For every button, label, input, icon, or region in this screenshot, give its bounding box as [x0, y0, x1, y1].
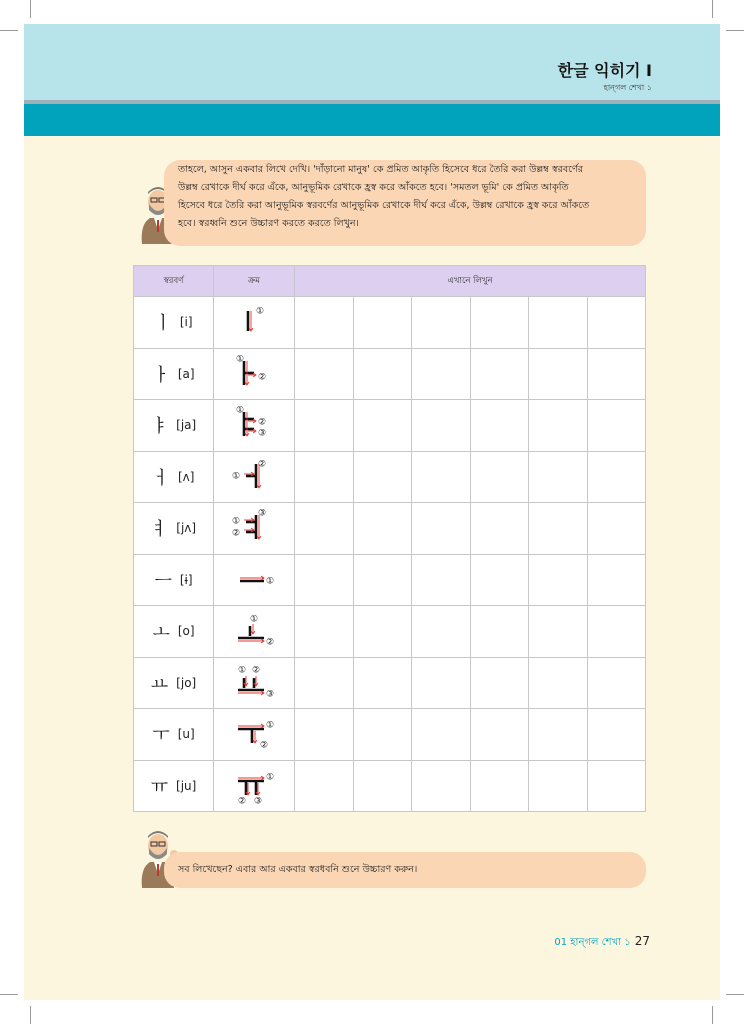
- stroke-number: ②: [265, 637, 275, 648]
- writing-practice-box[interactable]: [353, 400, 412, 452]
- stroke-order-cell: [214, 657, 295, 709]
- stroke-number: ③: [265, 689, 275, 700]
- stroke-number: ①: [231, 471, 241, 482]
- stroke-number: ②: [257, 459, 267, 470]
- crop-mark: [30, 1006, 31, 1024]
- stroke-number: ②: [259, 740, 269, 751]
- writing-practice-box[interactable]: [470, 348, 529, 400]
- stroke-number: ③: [257, 509, 267, 519]
- writing-practice-box[interactable]: [587, 606, 646, 658]
- table-row: [134, 503, 646, 555]
- vowel-glyph: ㅏ: [152, 364, 170, 386]
- stroke-number: ②: [257, 372, 267, 383]
- page-title: 한글 익히기 I: [557, 61, 652, 80]
- vowel-column-header: স্বরবর্ণ: [134, 266, 214, 297]
- stroke-number: ②: [257, 417, 267, 428]
- crop-mark: [712, 0, 713, 18]
- vowel-romanization: [u]: [177, 727, 195, 742]
- writing-practice-box[interactable]: [529, 709, 588, 761]
- table-row: [134, 554, 646, 606]
- vowel-romanization: [jʌ]: [176, 521, 197, 536]
- writing-practice-box[interactable]: [470, 554, 529, 606]
- writing-practice-box[interactable]: [587, 451, 646, 503]
- writing-practice-box[interactable]: [295, 760, 354, 812]
- writing-practice-box[interactable]: [412, 709, 471, 761]
- vowel-glyph: ㅠ: [150, 776, 169, 798]
- outro-text: সব লিখেছেন? এবার আর একবার স্বরধবনি শুনে উচ্চারণ করুন।: [178, 864, 418, 875]
- writing-practice-box[interactable]: [295, 297, 354, 349]
- stroke-order-cell: [214, 554, 295, 606]
- writing-practice-box[interactable]: [412, 451, 471, 503]
- writing-practice-box[interactable]: [470, 657, 529, 709]
- writing-practice-box[interactable]: [529, 348, 588, 400]
- vowel-romanization: [ju]: [176, 778, 197, 793]
- writing-practice-box[interactable]: [295, 348, 354, 400]
- table-row: [134, 760, 646, 812]
- vowel-glyph: ㅕ: [150, 519, 169, 541]
- writing-practice-box[interactable]: [587, 400, 646, 452]
- stroke-order-cell: [214, 709, 295, 761]
- eo-stroke-order-icon: [230, 458, 278, 496]
- writing-practice-box[interactable]: [412, 657, 471, 709]
- vowel-cell: [134, 400, 214, 452]
- writing-practice-box[interactable]: [353, 554, 412, 606]
- intro-text-line: উল্লম্ব রেখাকে দীর্ঘ করে এঁকে, আনুভূমিক রেখাকে হ্রস্ব করে আঁকতে হবে। 'সমতল ভূমি' কে প্রমিত আকৃতি: [178, 182, 569, 193]
- writing-practice-box[interactable]: [470, 400, 529, 452]
- writing-practice-box[interactable]: [529, 451, 588, 503]
- crop-mark: [0, 30, 18, 31]
- write-here-column-header: এখানে লিখুন: [295, 266, 646, 297]
- stroke-order-cell: [214, 297, 295, 349]
- writing-practice-box[interactable]: [353, 657, 412, 709]
- writing-practice-box[interactable]: [412, 554, 471, 606]
- writing-practice-box[interactable]: [470, 709, 529, 761]
- stroke-number: ①: [237, 665, 247, 676]
- writing-practice-box[interactable]: [587, 503, 646, 555]
- stroke-number: ①: [235, 354, 245, 365]
- vowel-romanization: [ja]: [176, 418, 197, 433]
- writing-practice-box[interactable]: [470, 297, 529, 349]
- yeo-stroke-order-icon: [230, 509, 278, 547]
- crop-mark: [30, 0, 31, 18]
- yo-stroke-order-icon: [230, 664, 278, 702]
- writing-practice-box[interactable]: [587, 297, 646, 349]
- vowel-cell: [134, 760, 214, 812]
- u-stroke-order-icon: [230, 715, 278, 753]
- stroke-number: ①: [265, 772, 275, 783]
- vowel-romanization: [i]: [179, 315, 193, 330]
- writing-practice-box[interactable]: [587, 709, 646, 761]
- table-row: [134, 657, 646, 709]
- vowel-cell: [134, 503, 214, 555]
- writing-practice-box[interactable]: [587, 760, 646, 812]
- stroke-number: ①: [249, 614, 259, 625]
- writing-practice-box[interactable]: [470, 606, 529, 658]
- writing-practice-box[interactable]: [587, 554, 646, 606]
- intro-text-line: তাহলে, আসুন একবার লিখে দেখি। 'দাঁড়ানো মানুষ' কে প্রমিত আকৃতি হিসেবে ধরে তৈরি করা উল্লম্ব স্বরবর্ণের: [178, 164, 583, 175]
- vowel-cell: [134, 348, 214, 400]
- page-number: 27: [634, 934, 650, 948]
- writing-practice-box[interactable]: [353, 348, 412, 400]
- vowel-romanization: [ʌ]: [177, 469, 195, 484]
- writing-practice-box[interactable]: [295, 503, 354, 555]
- stroke-number: ①: [265, 720, 275, 731]
- stroke-number: ③: [253, 796, 263, 805]
- intro-text-line: হবে। স্বরধ্বনি শুনে উচ্চারণ করতে করতে লিখুন।: [178, 218, 359, 229]
- eu-stroke-order-icon: [230, 561, 278, 599]
- writing-practice-box[interactable]: [295, 554, 354, 606]
- stroke-order-cell: [214, 348, 295, 400]
- crop-mark: [0, 994, 18, 995]
- writing-practice-box[interactable]: [529, 400, 588, 452]
- vowel-romanization: [a]: [177, 366, 195, 381]
- stroke-number: ①: [265, 576, 275, 587]
- intro-speech-bubble: [164, 160, 646, 246]
- stroke-order-cell: [214, 503, 295, 555]
- vowel-romanization: [jo]: [176, 675, 197, 690]
- o-stroke-order-icon: [230, 612, 278, 650]
- writing-practice-box[interactable]: [295, 606, 354, 658]
- writing-practice-box[interactable]: [529, 657, 588, 709]
- writing-practice-box[interactable]: [353, 606, 412, 658]
- stroke-number: ②: [237, 796, 247, 805]
- writing-practice-box[interactable]: [412, 760, 471, 812]
- writing-practice-box[interactable]: [353, 297, 412, 349]
- writing-practice-box[interactable]: [529, 606, 588, 658]
- ya-stroke-order-icon: [230, 406, 278, 444]
- stroke-order-cell: [214, 606, 295, 658]
- stroke-order-cell: [214, 400, 295, 452]
- vowel-glyph: ㅗ: [152, 622, 170, 644]
- vowel-glyph: ㅓ: [152, 467, 170, 489]
- yu-stroke-order-icon: [230, 767, 278, 805]
- stroke-number: ①: [255, 306, 265, 317]
- writing-practice-box[interactable]: [353, 503, 412, 555]
- vowel-glyph: ㅑ: [150, 416, 169, 438]
- writing-practice-box[interactable]: [470, 503, 529, 555]
- stroke-number: ①: [231, 516, 241, 527]
- writing-practice-box[interactable]: [529, 503, 588, 555]
- table-row: [134, 348, 646, 400]
- table-row: [134, 400, 646, 452]
- writing-practice-box[interactable]: [529, 760, 588, 812]
- vowel-writing-table: [133, 265, 646, 812]
- stroke-number: ②: [251, 665, 261, 676]
- page-footer: [554, 934, 650, 952]
- table-row: [134, 297, 646, 349]
- stroke-number: ③: [257, 428, 267, 439]
- writing-practice-box[interactable]: [412, 400, 471, 452]
- writing-practice-box[interactable]: [412, 606, 471, 658]
- stroke-order-cell: [214, 760, 295, 812]
- stroke-number: ①: [235, 406, 245, 416]
- table-row: [134, 709, 646, 761]
- crop-mark: [726, 30, 744, 31]
- crop-mark: [726, 994, 744, 995]
- writing-practice-box[interactable]: [295, 400, 354, 452]
- a-stroke-order-icon: [230, 355, 278, 393]
- table-row: [134, 606, 646, 658]
- writing-practice-box[interactable]: [412, 348, 471, 400]
- stroke-order-cell: [214, 451, 295, 503]
- writing-practice-box[interactable]: [353, 709, 412, 761]
- writing-practice-box[interactable]: [587, 657, 646, 709]
- table-header-row: [134, 266, 646, 297]
- stroke-number: ②: [231, 528, 241, 539]
- teal-band: [24, 104, 720, 136]
- vowel-glyph: ㅛ: [150, 673, 169, 695]
- i-stroke-order-icon: [230, 303, 278, 341]
- writing-practice-box[interactable]: [587, 348, 646, 400]
- order-column-header: ক্রম: [214, 266, 295, 297]
- vowel-cell: [134, 554, 214, 606]
- writing-practice-box[interactable]: [529, 554, 588, 606]
- vowel-romanization: [o]: [177, 624, 195, 639]
- writing-practice-box[interactable]: [353, 760, 412, 812]
- intro-text-line: হিসেবে ধরে তৈরি করা আনুভূমিক স্বরবর্ণের আনুভূমিক রেখাকে দীর্ঘ করে এঁকে, উল্লম্ব রেখাকে হ্রস্ব করে আঁকতে: [178, 200, 590, 211]
- footer-chapter-label: 01 হান্গল শেখা ১: [554, 937, 631, 948]
- vowel-cell: [134, 606, 214, 658]
- vowel-glyph: ㅣ: [154, 313, 172, 335]
- vowel-romanization: [ɨ]: [179, 572, 193, 587]
- writing-practice-box[interactable]: [412, 503, 471, 555]
- vowel-glyph: ㅡ: [154, 570, 172, 592]
- writing-practice-box[interactable]: [353, 451, 412, 503]
- outro-speech-bubble: [164, 852, 646, 888]
- crop-mark: [712, 1006, 713, 1024]
- vowel-cell: [134, 709, 214, 761]
- page-subtitle: হান্গল শেখা ১: [603, 83, 652, 92]
- writing-practice-box[interactable]: [295, 657, 354, 709]
- vowel-cell: [134, 657, 214, 709]
- writing-practice-box[interactable]: [470, 451, 529, 503]
- writing-practice-box[interactable]: [295, 709, 354, 761]
- table-row: [134, 451, 646, 503]
- vowel-cell: [134, 297, 214, 349]
- vowel-glyph: ㅜ: [152, 725, 170, 747]
- vowel-cell: [134, 451, 214, 503]
- writing-practice-box[interactable]: [412, 297, 471, 349]
- writing-practice-box[interactable]: [295, 451, 354, 503]
- writing-practice-box[interactable]: [470, 760, 529, 812]
- writing-practice-box[interactable]: [529, 297, 588, 349]
